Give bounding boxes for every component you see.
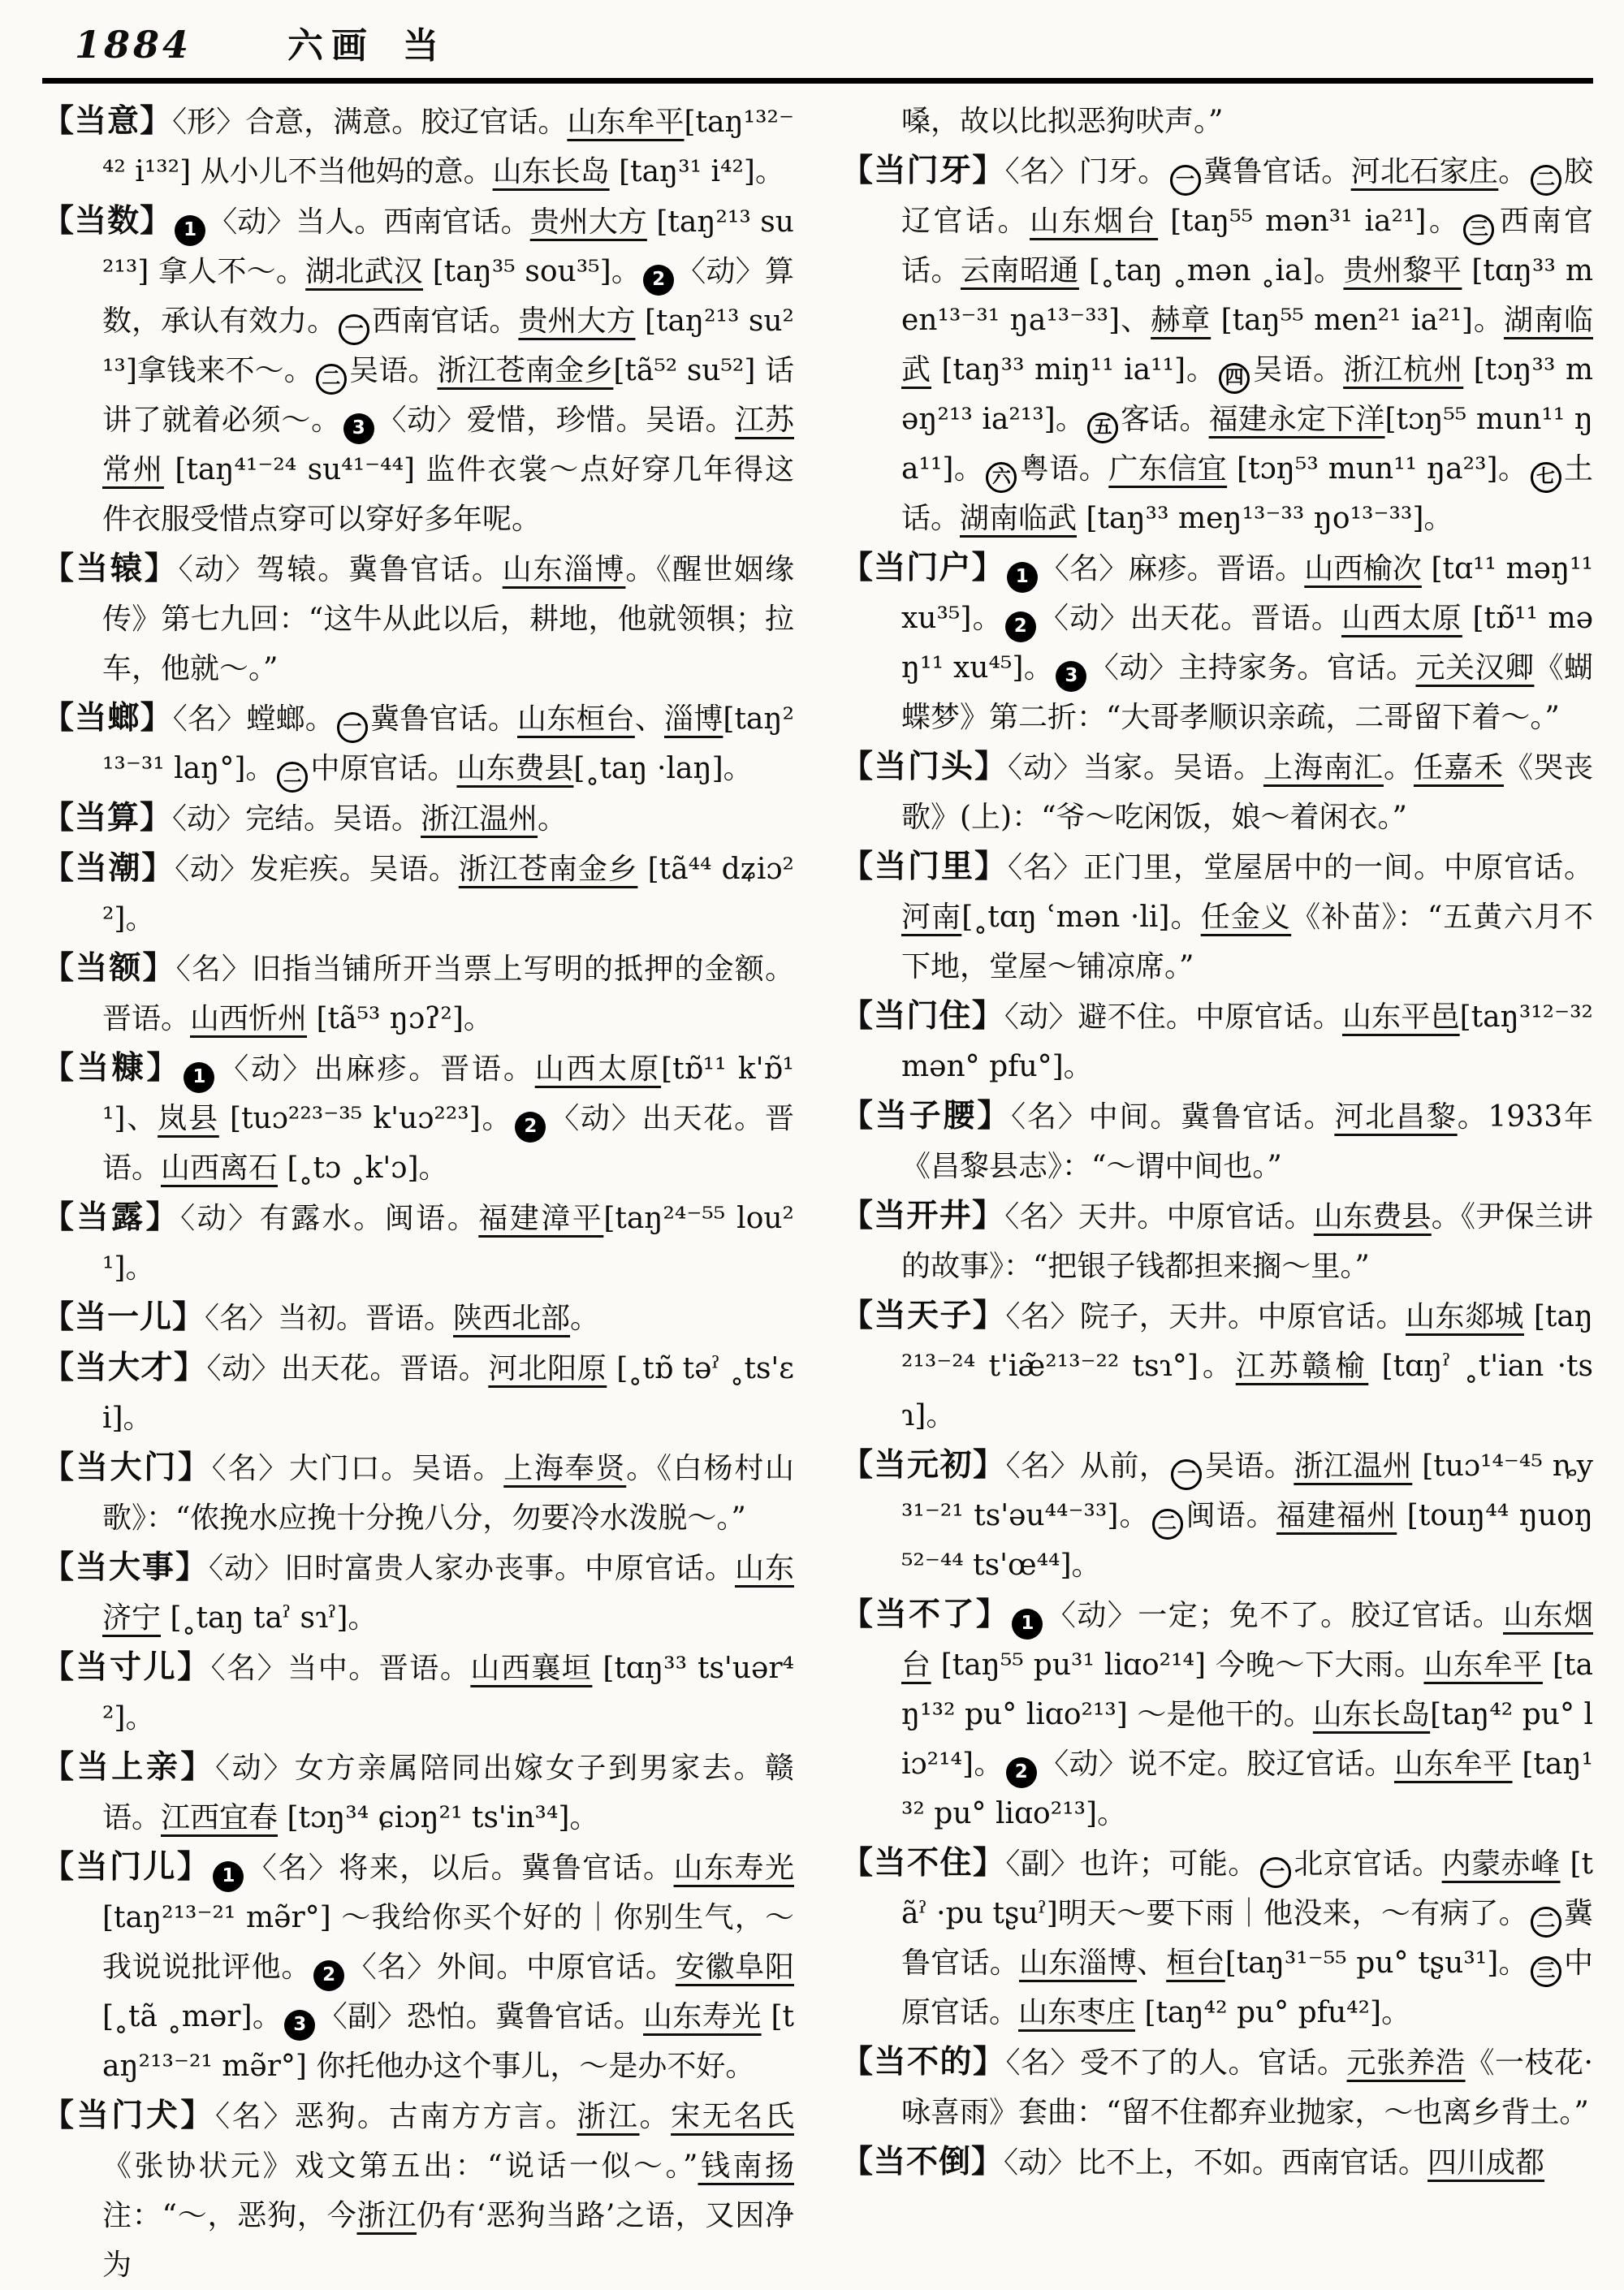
text-run: 〈动〉爱惜，珍惜。吴语。 bbox=[376, 404, 736, 437]
text-run: 《哭丧歌》(上)：“爷～吃闲饭，娘～着闲衣。” bbox=[901, 751, 1593, 834]
proper-name: 四川成都 bbox=[1427, 2146, 1545, 2180]
text-run: [taŋ³⁵ sou³⁵]。 bbox=[423, 255, 641, 288]
proper-name: 福建漳平 bbox=[478, 1202, 604, 1235]
proper-name: 山东桓台 bbox=[517, 702, 635, 736]
text-run: 〈名〉院子，天井。中原官话。 bbox=[1005, 1300, 1406, 1333]
dictionary-entry bbox=[42, 793, 794, 844]
dictionary-entry bbox=[841, 543, 1593, 742]
text-run: [tɑŋ³³ men¹³⁻³¹ ŋa¹³⁻³³]、 bbox=[901, 254, 1593, 337]
dictionary-entry bbox=[841, 146, 1593, 543]
text-run: 〈动〉避不住。中原官话。 bbox=[1004, 1000, 1342, 1034]
proper-name: 浙江温州 bbox=[421, 802, 538, 836]
text-run: 。《白杨村山歌》：“侬挽水应挽十分挽八分，勿要冷水泼脱～。” bbox=[102, 1452, 794, 1535]
right-column bbox=[841, 97, 1593, 2290]
section-character: 当 bbox=[403, 25, 439, 67]
text-run: 冀鲁官话。 bbox=[369, 702, 518, 736]
dictionary-entry bbox=[841, 992, 1593, 1091]
proper-name: 山东长岛 bbox=[1312, 1698, 1431, 1731]
proper-name: 河北石家庄 bbox=[1350, 155, 1499, 188]
proper-name: 山东枣庄 bbox=[1018, 1996, 1136, 2029]
proper-name: 贵州黎平 bbox=[1343, 254, 1462, 287]
subsense-circled-number: 七 bbox=[1531, 462, 1561, 493]
text-run: 〈动〉发疟疾。吴语。 bbox=[175, 853, 459, 886]
proper-name: 江苏赣榆 bbox=[1235, 1350, 1369, 1383]
proper-name: 江苏常州 bbox=[102, 404, 794, 486]
headword: 【当门犬】 bbox=[42, 2097, 216, 2134]
text-run: 客话。 bbox=[1121, 403, 1209, 436]
headword: 【当螂】 bbox=[42, 699, 173, 737]
text-run: 。《醒世姻缘传》第七九回：“这牛从此以后，耕地，他就领犋；拉车，他就～。” bbox=[102, 553, 794, 685]
text-run: 〈动〉出天花。晋语。 bbox=[102, 1102, 794, 1185]
sense-number-badge: 1 bbox=[184, 1062, 214, 1093]
subsense-circled-number: 二 bbox=[1531, 1907, 1561, 1938]
text-run: 〈名〉天井。中原官话。 bbox=[1004, 1200, 1314, 1234]
text-run: 〈动〉出天花。晋语。 bbox=[1038, 602, 1342, 635]
headword: 【当门里】 bbox=[841, 848, 1008, 885]
subsense-circled-number: 六 bbox=[986, 462, 1017, 493]
text-run: 、 bbox=[1136, 1946, 1167, 1980]
dictionary-entry bbox=[841, 2137, 1593, 2188]
text-run: [taŋ³³ meŋ¹³⁻³³ ŋo¹³⁻³³]。 bbox=[1077, 502, 1453, 535]
text-run: 〈名〉旧指当铺所开当票上写明的抵押的金额。晋语。 bbox=[102, 953, 794, 1035]
proper-name: 湖南临武 bbox=[960, 502, 1078, 535]
text-run: 〈动〉驾辕。冀鲁官话。 bbox=[178, 553, 503, 586]
text-run: [taŋ²¹³ su²¹³] 拿人不～。 bbox=[102, 205, 794, 288]
dictionary-entry bbox=[42, 844, 794, 944]
text-run: [˳tã ˳mər]。 bbox=[102, 2000, 283, 2033]
text-run: 西南官话。 bbox=[372, 305, 519, 338]
text-run: [tɑŋ³³ ts'uər⁴²]。 bbox=[102, 1652, 794, 1735]
text-run: 〈动〉主持家务。官话。 bbox=[1089, 651, 1416, 685]
sense-number-badge: 3 bbox=[284, 2010, 315, 2041]
headword: 【当辕】 bbox=[42, 550, 179, 587]
text-run: [˳tɒ̃ təˀ ˳ts'ɛi]。 bbox=[102, 1352, 794, 1435]
text-run: [˳taŋ taˀ sɿˀ]。 bbox=[161, 1601, 378, 1635]
text-run: [tã⁵² su⁵²] 话讲了就着必须～。 bbox=[102, 354, 794, 437]
text-run: 〈名〉当中。晋语。 bbox=[210, 1652, 471, 1685]
text-run: 〈动〉一定；免不了。胶辽官话。 bbox=[1045, 1599, 1504, 1632]
proper-name: 淄博 bbox=[664, 702, 723, 736]
text-run: [taŋ³¹ i⁴²]。 bbox=[609, 155, 784, 188]
text-run: 〈动〉出天花。晋语。 bbox=[206, 1352, 489, 1385]
text-run: [taŋ⁵⁵ pu³¹ liɑo²¹⁴] 今晚～下大雨。 bbox=[931, 1648, 1424, 1682]
dictionary-entry bbox=[42, 544, 794, 693]
text-run: 吴语。 bbox=[1252, 353, 1344, 387]
text-run: [taŋ³¹⁻⁵⁵ pu° tʂu³¹]。 bbox=[1224, 1946, 1528, 1980]
text-run: [taŋ²¹³⁻²¹ mə̃r°] 你托他办这个事儿，～是办不好。 bbox=[102, 2000, 794, 2083]
text-run: 〈名〉螳螂。 bbox=[172, 702, 335, 736]
text-run: 〈名〉当初。晋语。 bbox=[205, 1302, 454, 1335]
sense-number-badge: 3 bbox=[343, 413, 374, 444]
proper-name: 浙江杭州 bbox=[1343, 353, 1464, 387]
text-run: 胶辽官话。 bbox=[901, 155, 1593, 238]
proper-name: 贵州大方 bbox=[518, 305, 636, 338]
text-run: 北京官话。 bbox=[1293, 1847, 1442, 1881]
proper-name: 山东烟台 bbox=[1030, 205, 1159, 238]
proper-name: 任金义 bbox=[1200, 901, 1292, 934]
text-run: 冀鲁官话。 bbox=[901, 1897, 1593, 1980]
dictionary-entry bbox=[841, 842, 1593, 992]
dictionary-entry bbox=[42, 1743, 794, 1843]
text-run: 〈动〉旧时富贵人家办丧事。中原官话。 bbox=[209, 1552, 735, 1585]
text-run: 〈名〉从前， bbox=[1005, 1450, 1169, 1483]
headword: 【当潮】 bbox=[42, 849, 175, 887]
sense-number-badge: 3 bbox=[1056, 661, 1086, 692]
text-run: [˳tɑŋ ʿmən ·li]。 bbox=[961, 901, 1201, 934]
text-run: [tuɔ²²³⁻³⁵ k'uɔ²²³]。 bbox=[218, 1102, 513, 1135]
text-run: 〈名〉麻疹。晋语。 bbox=[1039, 552, 1305, 585]
dictionary-entry bbox=[841, 1291, 1593, 1441]
subsense-circled-number: 四 bbox=[1219, 363, 1250, 394]
sense-number-badge: 1 bbox=[1012, 1609, 1043, 1640]
text-run: [taŋ⁴² pu° liɔ²¹⁴]。 bbox=[901, 1698, 1593, 1781]
headword: 【当算】 bbox=[42, 799, 173, 836]
headword: 【当门住】 bbox=[841, 997, 1004, 1035]
dictionary-entry bbox=[841, 1191, 1593, 1291]
subsense-circled-number: 一 bbox=[1171, 1459, 1202, 1490]
entry-columns bbox=[42, 97, 1593, 2290]
text-run: 注：“～，恶狗，今 bbox=[102, 2199, 357, 2232]
page-header bbox=[42, 11, 1593, 68]
text-run: 吴语。 bbox=[1204, 1450, 1294, 1483]
proper-name: 山东郯城 bbox=[1406, 1300, 1524, 1333]
text-run: 〈名〉恶狗。古南方方言。 bbox=[215, 2100, 577, 2133]
proper-name: 上海奉贤 bbox=[503, 1452, 627, 1485]
proper-name: 河北昌黎 bbox=[1334, 1100, 1458, 1134]
text-run: [taŋ²¹³ su²¹³]拿钱来不～。 bbox=[102, 305, 794, 387]
proper-name: 上海南汇 bbox=[1263, 751, 1384, 784]
proper-name: 内蒙赤峰 bbox=[1441, 1847, 1561, 1881]
headword: 【当开井】 bbox=[841, 1197, 1005, 1234]
headword: 【当门牙】 bbox=[841, 152, 1005, 189]
proper-name: 赫章 bbox=[1151, 304, 1212, 337]
sense-number-badge: 1 bbox=[213, 1861, 244, 1892]
text-run: 。 bbox=[570, 1302, 600, 1335]
headword: 【当数】 bbox=[42, 202, 173, 240]
subsense-circled-number: 二 bbox=[1531, 165, 1561, 196]
subsense-circled-number: 一 bbox=[1170, 165, 1201, 196]
text-run: 〈形〉合意，满意。胶辽官话。 bbox=[172, 106, 568, 139]
subsense-circled-number: 二 bbox=[1152, 1509, 1183, 1540]
proper-name: 宋无名氏 bbox=[671, 2100, 794, 2133]
proper-name: 河南 bbox=[901, 901, 962, 934]
proper-name: 山东长岛 bbox=[492, 155, 610, 188]
text-run: 〈动〉当家。吴语。 bbox=[1007, 751, 1263, 784]
text-run: [˳taŋ ·laŋ]。 bbox=[573, 752, 753, 785]
text-run: [taŋ²¹³⁻²¹ mə̃r°] ～我给你买个好的｜你别生气，～我说说批评他。 bbox=[102, 1901, 794, 1984]
proper-name: 山西离石 bbox=[161, 1151, 279, 1185]
text-run: 〈动〉说不定。胶辽官话。 bbox=[1039, 1748, 1394, 1781]
text-run: 、 bbox=[634, 702, 665, 736]
proper-name: 桓台 bbox=[1166, 1946, 1225, 1980]
proper-name: 山东牟平 bbox=[567, 106, 685, 139]
proper-name: 岚县 bbox=[158, 1102, 219, 1135]
text-run: 。《尹保兰讲的故事》：“把银子钱都担来搁～里。” bbox=[901, 1200, 1593, 1283]
text-run: [taŋ⁵⁵ men²¹ ia²¹]。 bbox=[1211, 304, 1504, 337]
proper-name: 湖南临武 bbox=[901, 304, 1593, 387]
text-run: 《蝴蝶梦》第二折：“大哥孝顺识亲疏，二哥留下着～。” bbox=[901, 651, 1593, 734]
text-run: 吴语。 bbox=[348, 354, 438, 387]
proper-name: 安徽阜阳 bbox=[675, 1951, 794, 1984]
dictionary-entry bbox=[841, 742, 1593, 842]
proper-name: 山东费县 bbox=[1313, 1200, 1432, 1234]
section-title: 六画 bbox=[287, 25, 376, 67]
proper-name: 元关汉卿 bbox=[1415, 651, 1535, 685]
text-run: 《补苗》：“五黄六月不下地，堂屋～铺凉席。” bbox=[901, 901, 1593, 983]
proper-name: 山西榆次 bbox=[1304, 552, 1422, 585]
text-run: 闽语。 bbox=[1185, 1499, 1276, 1532]
dictionary-entry bbox=[42, 197, 794, 544]
headword: 【当露】 bbox=[42, 1199, 181, 1236]
headword: 【当门头】 bbox=[841, 748, 1008, 785]
headword: 【当大门】 bbox=[42, 1449, 212, 1486]
headword: 【当糠】 bbox=[42, 1049, 182, 1087]
proper-name: 浙江温州 bbox=[1294, 1450, 1413, 1483]
headword: 【当意】 bbox=[42, 102, 173, 140]
text-run: [taŋ¹³²⁻⁴² i¹³²] 从小儿不当他妈的意。 bbox=[102, 106, 794, 188]
sense-number-badge: 2 bbox=[313, 1960, 344, 1991]
headword: 【当大事】 bbox=[42, 1549, 209, 1586]
text-run: [˳taŋ ˳mən ˳ia]。 bbox=[1078, 254, 1344, 287]
text-run: 〈动〉比不上，不如。西南官话。 bbox=[1004, 2146, 1428, 2180]
headword: 【当天子】 bbox=[841, 1297, 1006, 1334]
text-run: [taŋ²¹³⁻³¹ laŋ°]。 bbox=[102, 702, 794, 785]
dictionary-entry bbox=[42, 1043, 794, 1193]
dictionary-entry bbox=[42, 97, 794, 197]
text-run: [tã⁴⁴ dʑiɔ²²]。 bbox=[102, 853, 794, 935]
proper-name: 山西太原 bbox=[1341, 602, 1462, 635]
headword: 【当门户】 bbox=[841, 549, 1004, 586]
headword: 【当不了】 bbox=[841, 1596, 1010, 1633]
proper-name: 山东寿光 bbox=[643, 2000, 762, 2033]
headword: 【当一儿】 bbox=[42, 1298, 205, 1336]
proper-name: 山西襄垣 bbox=[470, 1652, 593, 1685]
text-run: 〈动〉当人。西南官话。 bbox=[208, 205, 530, 239]
text-run: [tɑ¹¹ məŋ¹¹ xu³⁵]。 bbox=[901, 552, 1593, 635]
dictionary-entry bbox=[42, 1193, 794, 1293]
dictionary-entry bbox=[42, 1543, 794, 1643]
dictionary-entry bbox=[42, 693, 794, 793]
proper-name: 江西宜春 bbox=[161, 1801, 279, 1834]
text-run: [tɔŋ⁵⁵ mun¹¹ ŋa¹¹]。 bbox=[901, 403, 1593, 486]
text-run: 。1933年《昌黎县志》：“～谓中间也。” bbox=[901, 1100, 1593, 1183]
headword: 【当不倒】 bbox=[841, 2143, 1004, 2180]
sense-number-badge: 1 bbox=[1007, 562, 1038, 593]
dictionary-entry bbox=[42, 1443, 794, 1543]
headword: 【当寸儿】 bbox=[42, 1648, 211, 1686]
text-run: [taŋ⁴¹⁻²⁴ su⁴¹⁻⁴⁴] 监件衣裳～点好穿几年得这件衣服受惜点穿可以穿好多年呢。 bbox=[102, 453, 794, 536]
text-run: 。 bbox=[538, 802, 568, 836]
text-run: [tuɔ¹⁴⁻⁴⁵ ȵy³¹⁻²¹ ts'əu⁴⁴⁻³³]。 bbox=[901, 1450, 1593, 1532]
proper-name: 任嘉禾 bbox=[1413, 751, 1504, 784]
proper-name: 云南昭通 bbox=[960, 254, 1079, 287]
text-run: [taŋ²¹³⁻²⁴ t'iæ̃²¹³⁻²² tsɿ°]。 bbox=[901, 1300, 1593, 1383]
proper-name: 钱南扬 bbox=[698, 2150, 794, 2183]
text-run: [taŋ²⁴⁻⁵⁵ lou²¹]。 bbox=[102, 1202, 794, 1285]
proper-name: 山东寿光 bbox=[673, 1851, 794, 1885]
dictionary-entry bbox=[841, 1590, 1593, 1838]
dictionary-entry bbox=[42, 944, 794, 1043]
dictionary-entry bbox=[841, 2037, 1593, 2137]
text-run: 中原官话。 bbox=[310, 752, 457, 785]
text-run: 中原官话。 bbox=[901, 1946, 1593, 2029]
sense-number-badge: 1 bbox=[175, 215, 205, 246]
text-run: [tɔŋ³⁴ ɕiɔŋ²¹ ts'in³⁴]。 bbox=[278, 1801, 599, 1834]
subsense-circled-number: 一 bbox=[337, 712, 368, 743]
text-run: 〈名〉门牙。 bbox=[1004, 155, 1168, 188]
text-run: 〈名〉将来，以后。冀鲁官话。 bbox=[246, 1851, 674, 1885]
text-run: 。 bbox=[639, 2100, 672, 2133]
text-run: 〈副〉恐怕。冀鲁官话。 bbox=[317, 2000, 644, 2033]
headword: 【当门儿】 bbox=[42, 1848, 211, 1886]
proper-name: 河北阳原 bbox=[488, 1352, 607, 1385]
proper-name: 广东信宜 bbox=[1108, 452, 1228, 486]
headword: 【当不住】 bbox=[841, 1844, 1006, 1882]
text-run: [touŋ⁴⁴ ŋuoŋ⁵²⁻⁴⁴ ts'œ⁴⁴]。 bbox=[901, 1499, 1593, 1582]
proper-name: 元张养浩 bbox=[1346, 2046, 1466, 2080]
dictionary-entry bbox=[42, 1843, 794, 2091]
text-run: 粤语。 bbox=[1019, 452, 1109, 486]
proper-name: 浙江苍南金乡 bbox=[437, 354, 614, 387]
headword: 【当元初】 bbox=[841, 1446, 1006, 1484]
text-run: 〈名〉大门口。吴语。 bbox=[211, 1452, 504, 1485]
dictionary-entry bbox=[42, 1293, 794, 1343]
proper-name: 湖北武汉 bbox=[305, 255, 424, 288]
text-run: [˳tɔ ˳k'ɔ]。 bbox=[278, 1151, 448, 1185]
subsense-circled-number: 五 bbox=[1087, 413, 1118, 443]
text-run: 《张协状元》戏文第五出：“说话一似～。” bbox=[102, 2150, 698, 2183]
text-run: 。 bbox=[1498, 155, 1528, 188]
proper-name: 山东费县 bbox=[456, 752, 574, 785]
sense-number-badge: 2 bbox=[1005, 611, 1036, 642]
headword: 【当不的】 bbox=[841, 2043, 1006, 2080]
page-number: 1884 bbox=[75, 23, 192, 67]
text-run: [tãˀ ·pu tʂuˀ]明天～要下雨｜他没来，～有病了。 bbox=[901, 1847, 1593, 1930]
dictionary-entry bbox=[841, 1441, 1593, 1590]
sense-number-badge: 2 bbox=[515, 1112, 546, 1143]
dictionary-entry bbox=[841, 1838, 1593, 2037]
dictionary-entry bbox=[42, 2091, 794, 2290]
text-run: [tã⁵³ ŋɔʔ²]。 bbox=[307, 1002, 493, 1035]
dictionary-entry bbox=[42, 1343, 794, 1443]
header-rule bbox=[42, 78, 1593, 84]
proper-name: 山西忻州 bbox=[190, 1002, 308, 1035]
sense-number-badge: 2 bbox=[643, 265, 674, 296]
proper-name: 浙江 bbox=[356, 2199, 417, 2232]
text-run: [tɑŋˀ ˳t'ian ·tsɿ]。 bbox=[901, 1350, 1593, 1432]
text-run: [taŋ³³ miŋ¹¹ ia¹¹]。 bbox=[931, 353, 1217, 387]
subsense-circled-number: 三 bbox=[1463, 214, 1494, 245]
text-run: 西南官话。 bbox=[901, 205, 1593, 287]
proper-name: 山东牟平 bbox=[1393, 1748, 1513, 1781]
proper-name: 贵州大方 bbox=[529, 205, 647, 239]
text-run: [tɒ̃¹¹ məŋ¹¹ xu⁴⁵]。 bbox=[901, 602, 1593, 685]
proper-name: 福建福州 bbox=[1276, 1499, 1397, 1532]
text-run: [taŋ³¹²⁻³² mən° pfu°]。 bbox=[901, 1000, 1593, 1083]
text-run: [taŋ⁵⁵ mən³¹ ia²¹]。 bbox=[1158, 205, 1462, 238]
text-run: 〈副〉也许；可能。 bbox=[1005, 1847, 1258, 1881]
entry-continuation bbox=[841, 97, 1593, 146]
text-run: 〈名〉正门里，堂屋居中的一间。中原官话。 bbox=[1008, 851, 1593, 884]
proper-name: 福建永定下洋 bbox=[1208, 403, 1385, 436]
text-run: 《一枝花·咏喜雨》套曲：“留不住都弃业抛家，～也离乡背土。” bbox=[901, 2046, 1593, 2129]
headword: 【当子腰】 bbox=[841, 1097, 1012, 1134]
proper-name: 浙江 bbox=[577, 2100, 640, 2133]
proper-name: 山东淄博 bbox=[502, 553, 626, 586]
text-run: [taŋ⁴² pu° pfu⁴²]。 bbox=[1135, 1996, 1411, 2029]
text-run: 〈动〉出麻疹。晋语。 bbox=[217, 1052, 535, 1086]
text-run: 。 bbox=[1383, 751, 1414, 784]
text-run: 〈名〉受不了的人。官话。 bbox=[1005, 2046, 1347, 2080]
proper-name: 山东烟台 bbox=[901, 1599, 1593, 1682]
text-run: 〈名〉外间。中原官话。 bbox=[347, 1951, 676, 1984]
sense-number-badge: 2 bbox=[1006, 1757, 1037, 1788]
proper-name: 陕西北部 bbox=[453, 1302, 571, 1335]
left-column bbox=[42, 97, 794, 2290]
proper-name: 浙江苍南金乡 bbox=[458, 853, 638, 886]
headword: 【当上亲】 bbox=[42, 1748, 216, 1786]
text-run: 仍有‘恶狗当路’之语，又因净为 bbox=[102, 2199, 794, 2282]
text-run: 冀鲁官话。 bbox=[1203, 155, 1351, 188]
text-run: 土话。 bbox=[901, 452, 1593, 535]
subsense-circled-number: 二 bbox=[277, 762, 308, 793]
text-run: 嗓，故以比拟恶狗吠声。” bbox=[901, 105, 1224, 138]
headword: 【当大才】 bbox=[42, 1349, 207, 1386]
text-run: 〈名〉中间。冀鲁官话。 bbox=[1011, 1100, 1335, 1134]
text-run: [taŋ¹³² pu° liɑo²¹³]。 bbox=[901, 1748, 1593, 1830]
subsense-circled-number: 一 bbox=[339, 314, 369, 345]
dictionary-entry bbox=[841, 1091, 1593, 1191]
subsense-circled-number: 一 bbox=[1260, 1857, 1291, 1888]
text-run: [tɔŋ⁵³ mun¹¹ ŋa²³]。 bbox=[1227, 452, 1528, 486]
text-run: 〈动〉完结。吴语。 bbox=[172, 802, 421, 836]
proper-name: 山东济宁 bbox=[102, 1552, 794, 1635]
text-run: 〈动〉有露水。闽语。 bbox=[180, 1202, 479, 1235]
text-run: 〈动〉女方亲属陪同出嫁女子到男家去。赣语。 bbox=[102, 1752, 794, 1834]
dictionary-entry bbox=[42, 1643, 794, 1743]
text-run: [tɔŋ³³ məŋ²¹³ ia²¹³]。 bbox=[901, 353, 1593, 436]
headword: 【当额】 bbox=[42, 949, 176, 987]
proper-name: 山东淄博 bbox=[1018, 1946, 1137, 1980]
subsense-circled-number: 三 bbox=[1531, 1956, 1561, 1987]
proper-name: 山西太原 bbox=[534, 1052, 662, 1086]
text-run: [tɒ̃¹¹ k'ɒ̃¹¹]、 bbox=[102, 1052, 794, 1135]
proper-name: 山东平邑 bbox=[1341, 1000, 1460, 1034]
subsense-circled-number: 二 bbox=[316, 364, 347, 395]
proper-name: 山东牟平 bbox=[1423, 1648, 1543, 1682]
text-run: 〈动〉算数，承认有效力。 bbox=[102, 255, 794, 338]
text-run: [taŋ¹³² pu° liɑo²¹³] ～是他干的。 bbox=[901, 1648, 1593, 1731]
